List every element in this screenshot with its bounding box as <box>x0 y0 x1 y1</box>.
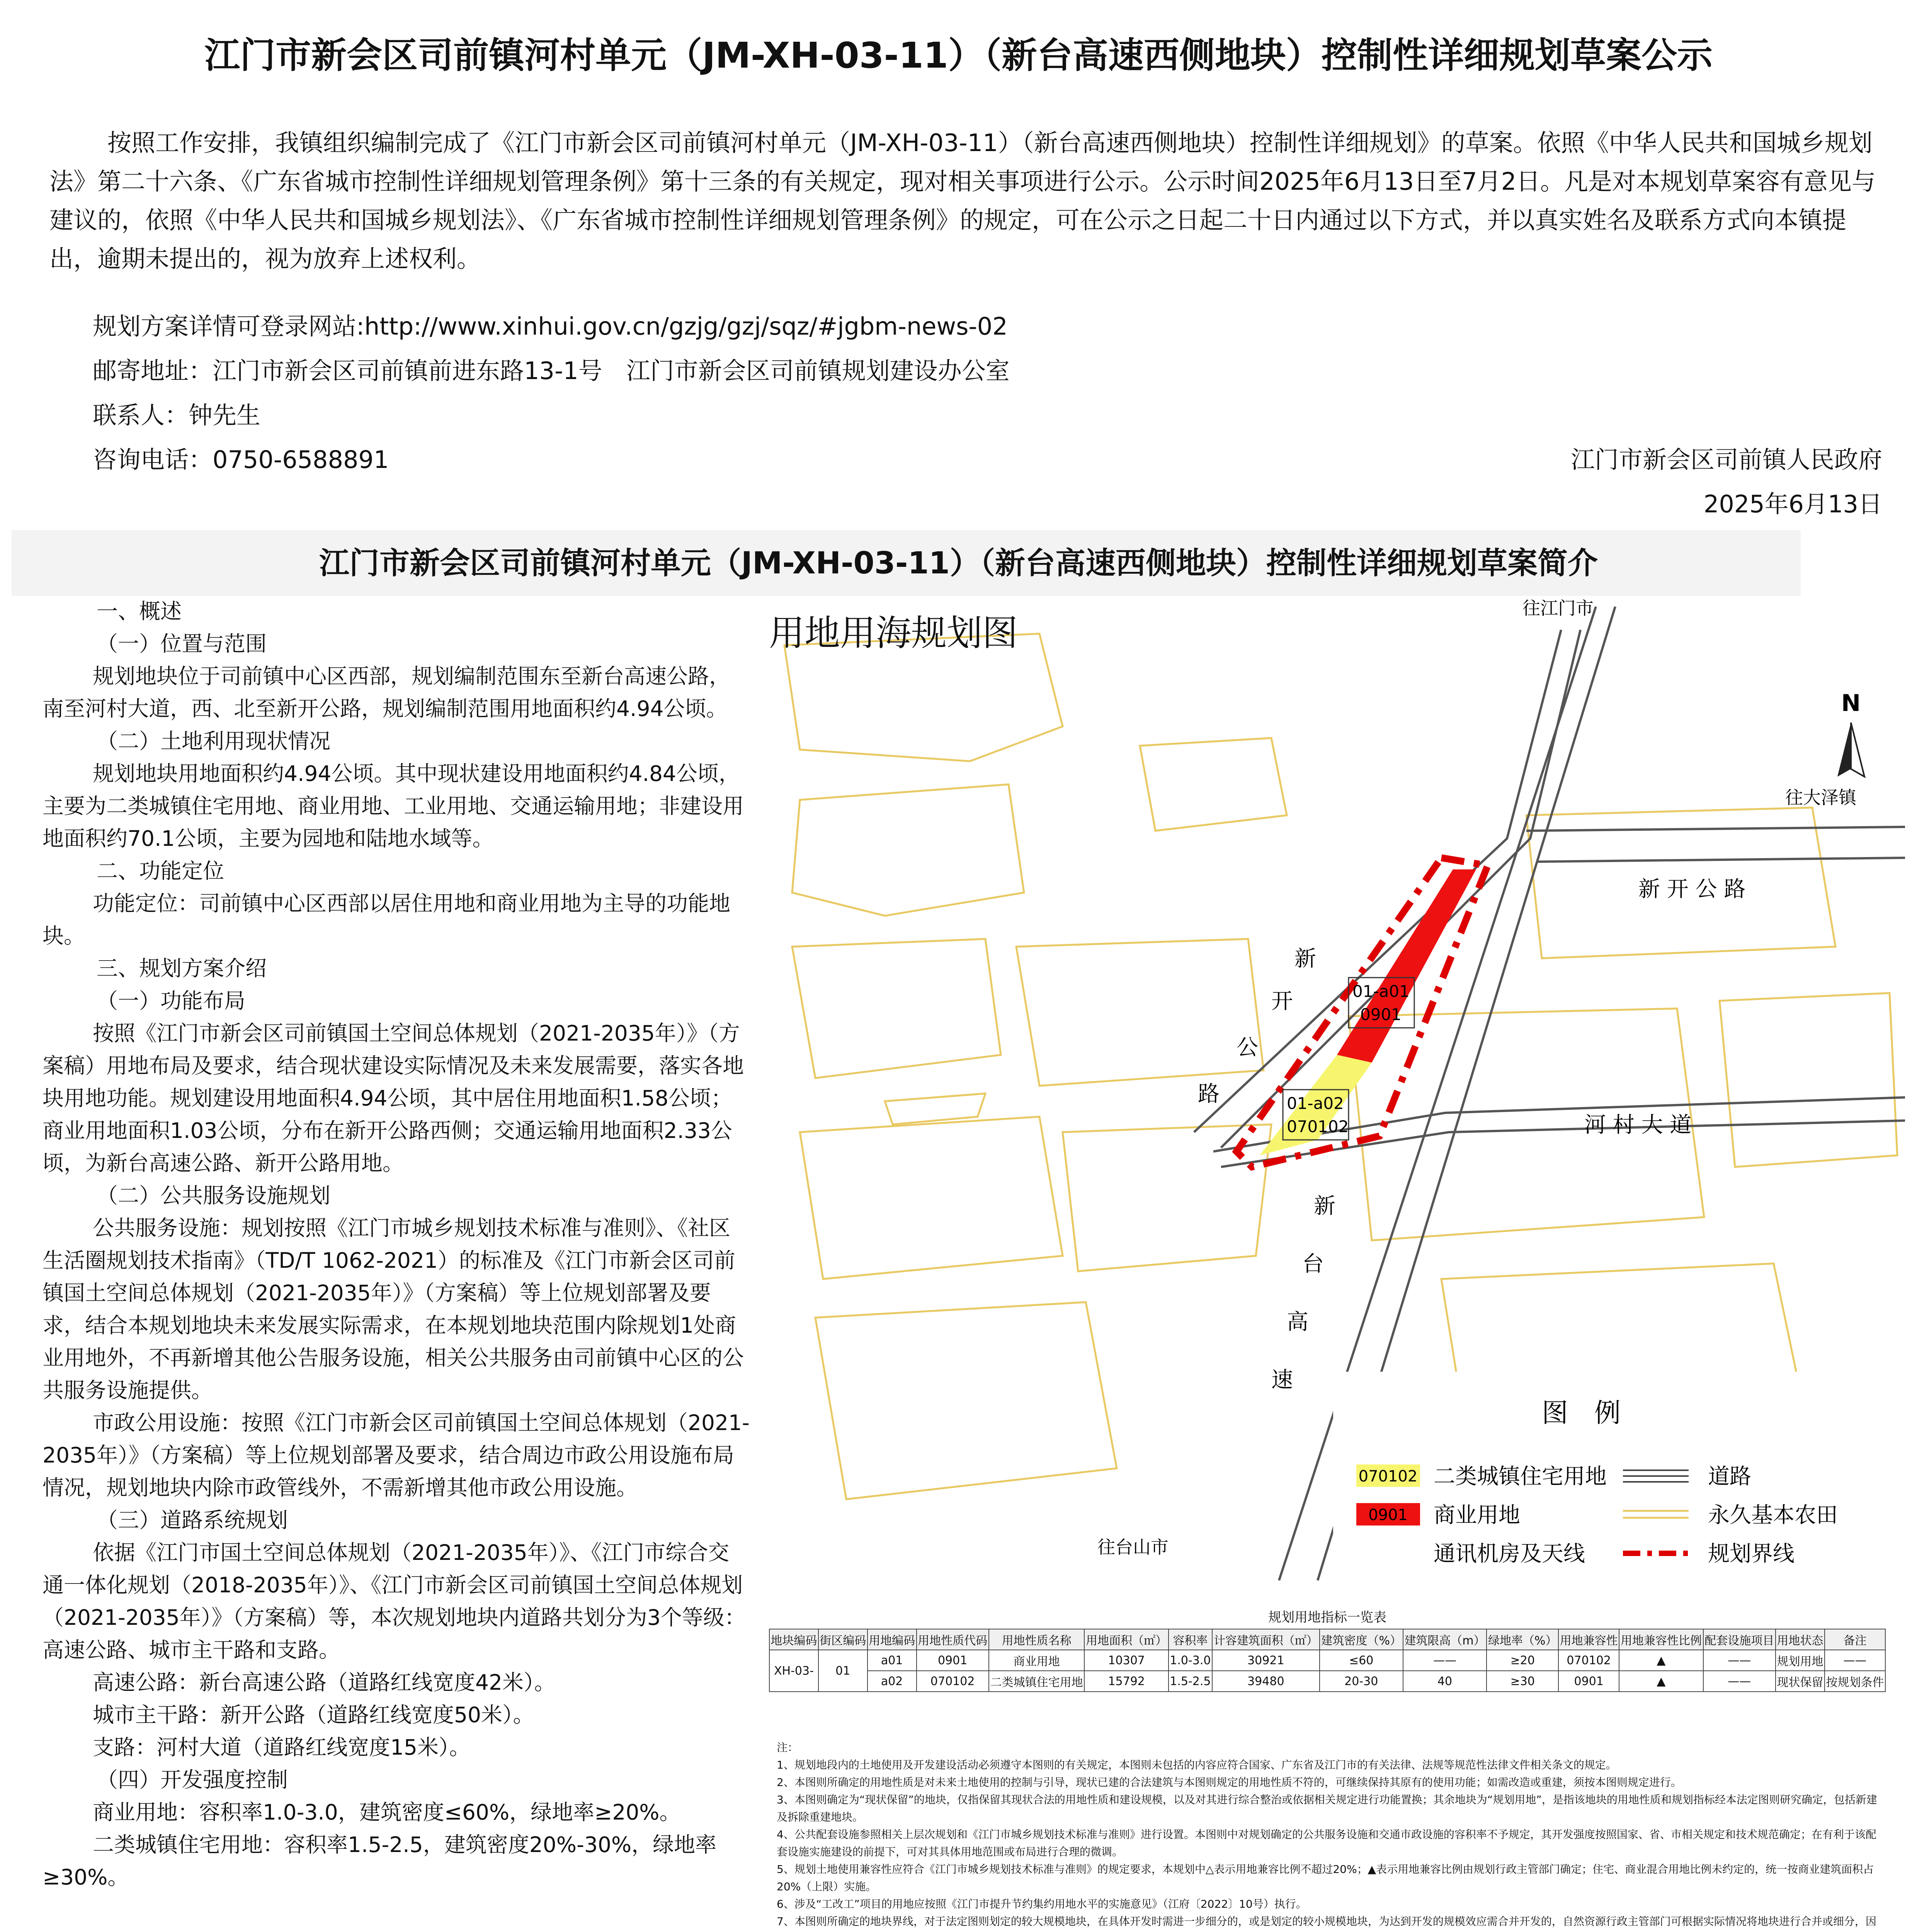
cell: a02 <box>867 1671 917 1692</box>
index-notes <box>777 1739 1882 1932</box>
notice-contact: 联系人：钟先生 <box>93 401 261 429</box>
cell: 15792 <box>1084 1671 1168 1692</box>
label-xinkai-road: 新 开 公 路 <box>1638 877 1746 902</box>
label-xintai-4: 速 <box>1271 1367 1293 1393</box>
heading-intensity: （四）开发强度控制 <box>97 1767 288 1792</box>
parcel-a01-code: 01-a01 <box>1352 982 1410 1001</box>
index-table-header <box>769 1629 1885 1650</box>
landuse-status-text: 规划地块用地面积约4.94公顷。其中现状建设用地面积约4.84公顷，主要为二类城镇住宅用地、商业用地、工业用地、交通运输用地；非建设用地面积约70.1公顷，主要为园地和陆地水域等。 <box>43 761 744 851</box>
cell: —— <box>1703 1671 1776 1692</box>
legend-telecom: 通讯机房及天线 <box>1434 1541 1585 1566</box>
notice-title: 江门市新会区司前镇河村单元（JM-XH-03-11）（新台高速西侧地块）控制性详细规划草案公示 <box>204 35 1713 76</box>
label-xintai-1: 新 <box>1314 1194 1335 1219</box>
cell: 070102 <box>917 1671 989 1692</box>
cell-street: 01 <box>818 1650 867 1692</box>
label-xinkai-v1: 新 <box>1294 946 1316 971</box>
th-parcel: 用地编码 <box>867 1629 917 1650</box>
table-row <box>769 1671 1885 1692</box>
label-to-taishan: 往台山市 <box>1097 1537 1169 1558</box>
th-street: 街区编码 <box>818 1629 867 1650</box>
land-use-map <box>769 599 1905 1588</box>
heading-function: 二、功能定位 <box>97 859 225 883</box>
label-xintai-2: 台 <box>1302 1252 1324 1277</box>
legend-farmland: 永久基本农田 <box>1708 1503 1838 1528</box>
notice-website: 规划方案详情可登录网站:http://www.xinhui.gov.cn/gzjg/gzj/sqz/#jgbm-news-02 <box>93 312 1008 340</box>
label-to-daze: 往大泽镇 <box>1785 787 1856 808</box>
note-line: 3、本图则确定为“现状保留”的地块，仅指保留其现状合法的用地性质和建设规模，以及对其进行综合整治或依据相关规定进行功能置换；其余地块为“规划用地”，是指该地块的用地性质和规划指标经本法定图则研究确定，包括新建及拆除重建地块。 <box>777 1793 1877 1823</box>
map-title: 用地用海规划图 <box>769 612 1018 654</box>
notice-paragraph: 按照工作安排，我镇组织编制完成了《江门市新会区司前镇河村单元（JM-XH-03-11）（新台高速西侧地块）控制性详细规划》的草案。依照《中华人民共和国城乡规划法》第二十六条、《广东省城市控制性详细规划管理条例》第十三条的有关规定，现对相关事项进行公示。公示时间2025年6月13日至7月2日。凡是对本规划草案容有意见与建议的，依照《中华人民共和国城乡规划法》、《广东省城市控制性详细规划管理条例》的规定，可在公示之日起二十日内通过以下方式，并以真实姓名及联系方式向本镇提出，逾期未提出的，视为放弃上述权利。 <box>49 129 1876 273</box>
cell: 1.0-3.0 <box>1169 1650 1212 1671</box>
index-table <box>769 1629 1886 1692</box>
th-status: 用地状态 <box>1776 1629 1825 1650</box>
th-compat-ratio: 用地兼容性比例 <box>1619 1629 1703 1650</box>
legend-code-commercial: 0901 <box>1368 1506 1408 1524</box>
cell: 按规划条件 <box>1825 1671 1885 1692</box>
cell: 30921 <box>1212 1650 1320 1671</box>
heading-layout: （一）功能布局 <box>97 988 246 1013</box>
table-row <box>769 1650 1885 1671</box>
th-far: 容积率 <box>1169 1629 1212 1650</box>
heading-location: （一）位置与范围 <box>97 631 267 656</box>
th-area: 用地面积（㎡） <box>1084 1629 1168 1650</box>
cell: ≥30 <box>1487 1671 1558 1692</box>
th-block: 地块编码 <box>769 1629 818 1650</box>
north-label: N <box>1841 690 1861 717</box>
heading-landuse-status: （二）土地利用现状情况 <box>97 729 331 753</box>
index-table-block <box>769 1604 1886 1692</box>
note-line: 7、本图则所确定的地块界线，对于法定图则划定的较大规模地块，在具体开发时需进一步细分的，或是划定的较小规模地块，为达到开发的规模效应需合并开发的，自然资源行政主管部门可根据实际情况将地块进行合并或细分，因 <box>777 1915 1876 1928</box>
road-branch: 支路：河村大道（道路红线宽度15米）。 <box>93 1735 471 1760</box>
th-compat: 用地兼容性 <box>1558 1629 1619 1650</box>
notice-phone: 咨询电话：0750-6588891 <box>93 446 389 474</box>
label-xinkai-v2: 开 <box>1271 989 1293 1014</box>
cell: ▲ <box>1619 1671 1703 1692</box>
cell: 现状保留 <box>1776 1671 1825 1692</box>
notice-address: 邮寄地址：江门市新会区司前镇前进东路13-1号 江门市新会区司前镇规划建设办公室 <box>93 357 1010 385</box>
note-line: 6、涉及“工改工”项目的用地应按照《江门市提升节约集约用地水平的实施意见》（江府〔2022〕10号）执行。 <box>777 1898 1307 1910</box>
cell: 0901 <box>917 1650 989 1671</box>
cell: ▲ <box>1619 1650 1703 1671</box>
cell: 20-30 <box>1320 1671 1403 1692</box>
label-xinkai-v4: 路 <box>1198 1082 1220 1107</box>
label-xintai-3: 高 <box>1287 1310 1308 1335</box>
note-line: 5、规划土地使用兼容性应符合《江门市城乡规划技术标准与准则》的规定要求，本规划中△表示用地兼容比例不超过20%；▲表示用地兼容比例由规划行政主管部门确定；住宅、商业混合用地比例未约定的，统一按商业建筑面积占20%（上限）实施。 <box>777 1863 1874 1893</box>
index-table-title: 规划用地指标一览表 <box>1268 1610 1386 1625</box>
intro-text-column <box>43 595 750 1893</box>
th-height: 建筑限高（m） <box>1403 1629 1487 1650</box>
road-expressway: 高速公路：新台高速公路（道路红线宽度42米）。 <box>93 1670 556 1695</box>
road-arterial: 城市主干路：新开公路（道路红线宽度50米）。 <box>93 1702 534 1727</box>
th-remark: 备注 <box>1825 1629 1885 1650</box>
notice-issuer: 江门市新会区司前镇人民政府 <box>1570 446 1882 474</box>
legend-residential: 二类城镇住宅用地 <box>1434 1464 1607 1489</box>
cell: 二类城镇住宅用地 <box>989 1671 1085 1692</box>
legend-title: 图 例 <box>1542 1398 1621 1429</box>
cell: 规划用地 <box>1776 1650 1825 1671</box>
note-line: 4、公共配套设施参照相关上层次规划和《江门市城乡规划技术标准与准则》进行设置。本图则中对规划确定的公共服务设施和交通市政设施的容积率不予规定，其开发强度按照国家、省、市相关规定和技术规范确定；在有利于该配套设施实施建设的前提下，可对其具体用地范围或布局进行合理的微调。 <box>777 1828 1876 1858</box>
cell: 39480 <box>1212 1671 1320 1692</box>
legend-code-residential: 070102 <box>1358 1468 1418 1485</box>
note-line: 1、规划地段内的土地使用及开发建设活动必须遵守本图则的有关规定，本图则未包括的内容应符合国家、广东省及江门市的有关法律、法规等规范性法律文件相关条文的规定。 <box>777 1759 1617 1771</box>
cell: —— <box>1825 1650 1885 1671</box>
heading-public-service: （二）公共服务设施规划 <box>97 1183 331 1208</box>
function-text: 功能定位：司前镇中心区西部以居住用地和商业用地为主导的功能地块。 <box>43 891 731 948</box>
th-use-code: 用地性质代码 <box>917 1629 989 1650</box>
legend-boundary: 规划界线 <box>1708 1541 1795 1566</box>
heading-roads: （三）道路系统规划 <box>97 1508 288 1532</box>
heading-overview: 一、概述 <box>97 599 182 624</box>
th-density: 建筑密度（%） <box>1320 1629 1403 1650</box>
cell: —— <box>1403 1650 1487 1671</box>
public-service-text: 公共服务设施：规划按照《江门市城乡规划技术标准与准则》、《社区生活圈规划技术指南》（TD/T 1062-2021）的标准及《江门市新会区司前镇国土空间总体规划（2021-2035年）》（方案稿）等上位规划部署及要求，结合本规划地块未来发展实际需求，在本规划地块范围内除规划1处商业用地外，不再新增其他公告服务设施，相关公共服务由司前镇中心区的公共服务设施提供。 <box>43 1216 744 1403</box>
note-line: 注： <box>777 1741 799 1754</box>
cell: ≤60 <box>1320 1650 1403 1671</box>
intro-title: 江门市新会区司前镇河村单元（JM-XH-03-11）（新台高速西侧地块）控制性详细规划草案简介 <box>319 546 1598 581</box>
parcel-a02-use: 070102 <box>1287 1117 1349 1136</box>
cell-block: XH-03- <box>769 1650 818 1692</box>
cell: ≥20 <box>1487 1650 1558 1671</box>
note-line: 2、本图则所确定的用地性质是对未来土地使用的控制与引导，现状已建的合法建筑与本图则规定的用地性质不符的，可继续保持其原有的使用功能；如需改造或重建，须按本图则规定进行。 <box>777 1776 1682 1789</box>
cell: 10307 <box>1084 1650 1168 1671</box>
location-text: 规划地块位于司前镇中心区西部，规划编制范围东至新台高速公路，南至河村大道，西、北至新开公路，规划编制范围用地面积约4.94公顷。 <box>43 664 731 721</box>
intensity-residential: 二类城镇住宅用地：容积率1.5-2.5，建筑密度20%-30%，绿地率≥30%。 <box>43 1832 717 1889</box>
label-to-jiangmen: 往江门市 <box>1522 599 1594 619</box>
roads-text: 依据《江门市国土空间总体规划（2021-2035年）》、《江门市综合交通一体化规划（2018-2035年）》、《江门市新会区司前镇国土空间总体规划（2021-2035年）》（方案稿）等，本次规划地块内道路共划分为3个等级：高速公路、城市主干路和支路。 <box>43 1540 746 1662</box>
layout-text: 按照《江门市新会区司前镇国土空间总体规划（2021-2035年）》（方案稿）用地布局及要求，结合现状建设实际情况及未来发展需要，落实各地块用地功能。规划建设用地面积4.94公顷，其中居住用地面积1.58公顷；商业用地面积1.03公顷，分布在新开公路西侧；交通运输用地面积2.33公顷，为新台高速公路、新开公路用地。 <box>43 1021 744 1175</box>
cell: 1.5-2.5 <box>1169 1671 1212 1692</box>
notice-date: 2025年6月13日 <box>1703 490 1882 518</box>
parcel-a02-code: 01-a02 <box>1287 1094 1344 1113</box>
cell: 40 <box>1403 1671 1487 1692</box>
cell: —— <box>1703 1650 1776 1671</box>
legend-commercial: 商业用地 <box>1434 1503 1520 1528</box>
intensity-commercial: 商业用地：容积率1.0-3.0，建筑密度≤60%，绿地率≥20%。 <box>93 1800 681 1825</box>
label-xinkai-v3: 公 <box>1237 1035 1258 1060</box>
cell: 070102 <box>1558 1650 1619 1671</box>
heading-plan: 三、规划方案介绍 <box>97 956 267 981</box>
th-use-name: 用地性质名称 <box>989 1629 1085 1650</box>
th-facility: 配套设施项目 <box>1703 1629 1776 1650</box>
cell: 商业用地 <box>989 1650 1085 1671</box>
cell: 0901 <box>1558 1671 1619 1692</box>
municipal-text: 市政公用设施：按照《江门市新会区司前镇国土空间总体规划（2021-2035年）》（方案稿）等上位规划部署及要求，结合周边市政公用设施布局情况，规划地块内除市政管线外，不需新增其他市政公用设施。 <box>43 1410 750 1500</box>
cell: a01 <box>867 1650 917 1671</box>
label-hecun-road: 河 村 大 道 <box>1584 1112 1692 1138</box>
th-green: 绿地率（%） <box>1487 1629 1558 1650</box>
legend-road: 道路 <box>1708 1464 1751 1489</box>
parcel-a01-use: 0901 <box>1360 1005 1402 1024</box>
th-gfa: 计容建筑面积（㎡） <box>1212 1629 1320 1650</box>
